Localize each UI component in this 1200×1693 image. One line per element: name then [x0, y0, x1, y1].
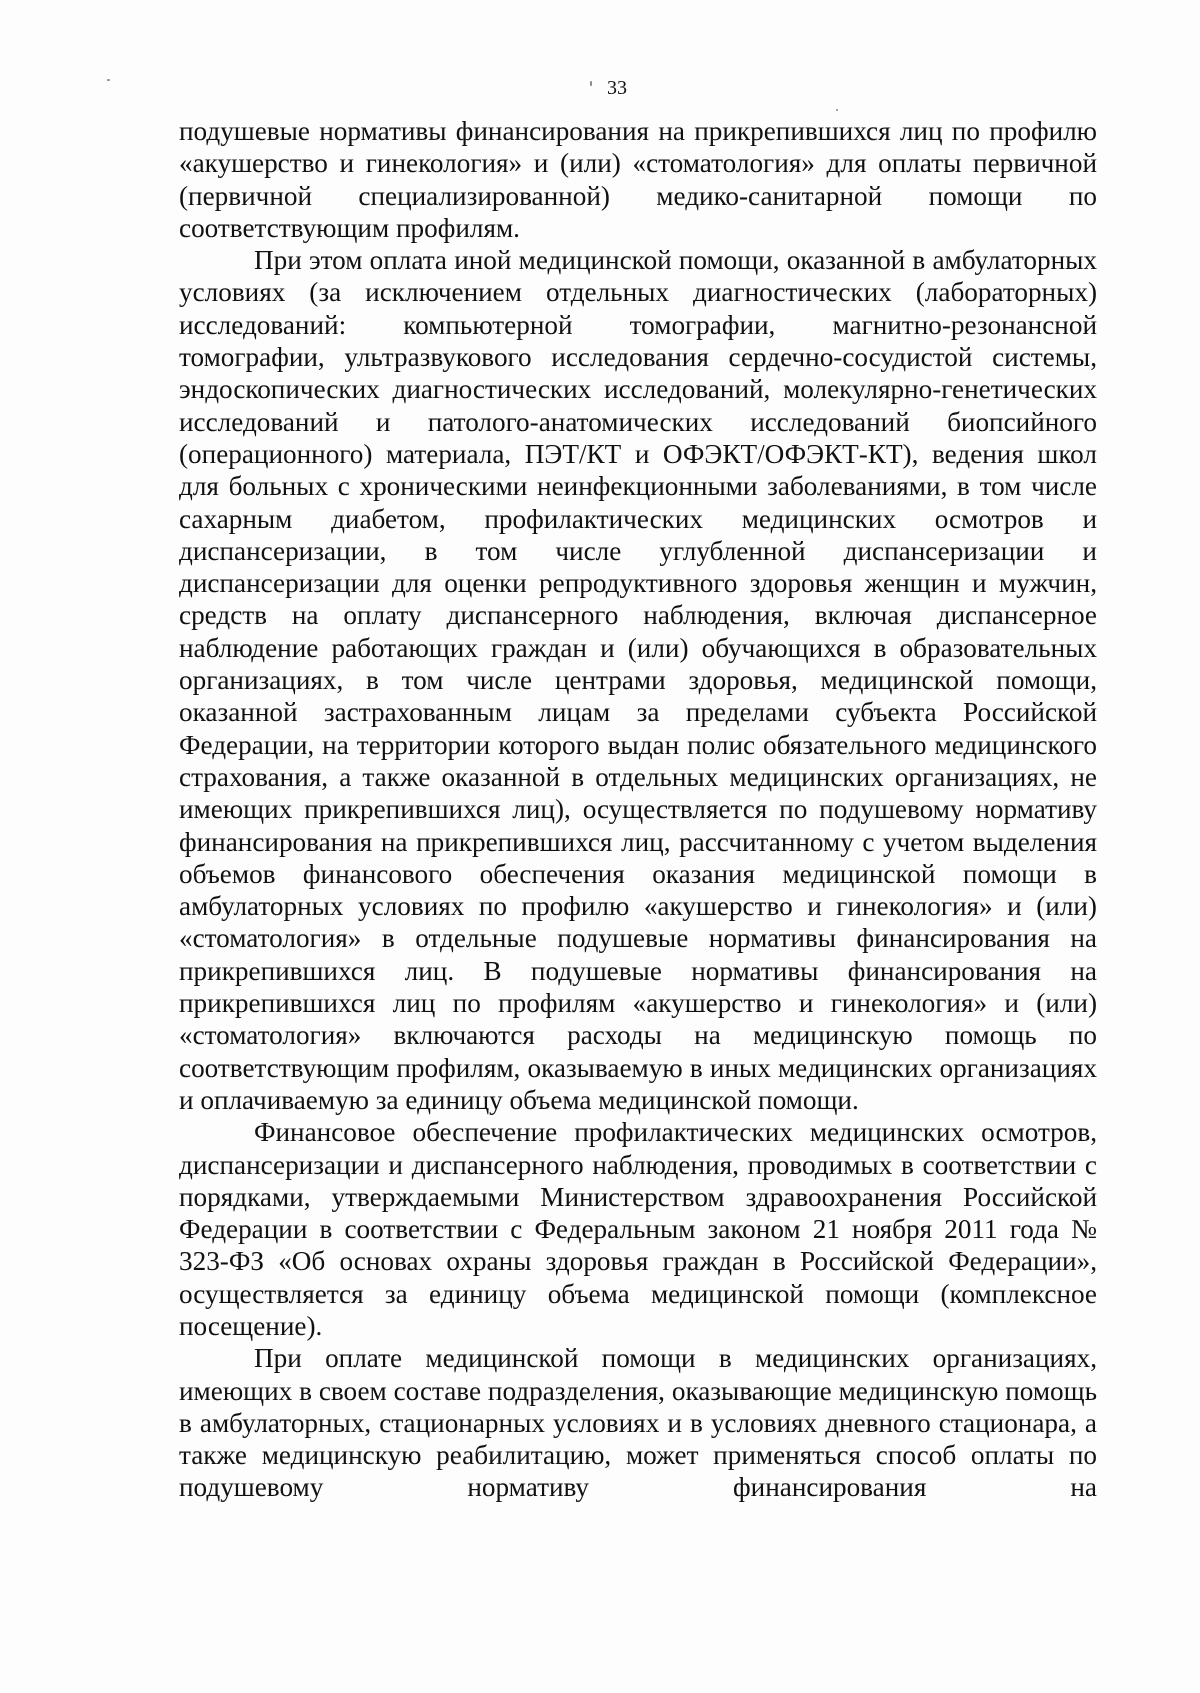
paragraph-continuation: подушевые нормативы финансирования на прикрепившихся лиц по профилю «акушерство и гинекология» и (или) «стоматология» для оплаты первичной (первичной специализированной) медико-санитарной помощи по соответствующим профилям. [179, 116, 1097, 243]
document-body [179, 115, 1097, 1504]
paragraph-outpatient-payment: При этом оплата иной медицинской помощи, оказанной в амбулаторных условиях (за исключением отдельных диагностических (лабораторных) исследований: компьютерной томографии, магнитно-резонансной томографии, ультразвукового исследования сердечно-сосудистой системы, эндоскопических диагностических исследований, молекулярно-генетических исследований и патолого-анатомических исследований биопсийного (операционного) материала, ПЭТ/КТ и ОФЭКТ/ОФЭКТ-КТ), ведения школ для больных с хроническими неинфекционными заболеваниями, в том числе сахарным диабетом, профилактических медицинских осмотров и диспансеризации, в том числе углубленной диспансеризации и диспансеризации для оценки репродуктивного здоровья женщин и мужчин, средств на оплату диспансерного наблюдения, включая диспансерное наблюдение работающих граждан и (или) обучающихся в образовательных организациях, в том числе центрами здоровья, медицинской помощи, оказанной застрахованным лицам за пределами субъекта Российской Федерации, на территории которого выдан полис обязательного медицинского страхования, а также оказанной в отдельных медицинских организациях, не имеющих прикрепившихся лиц), осуществляется по подушевому нормативу финансирования на прикрепившихся лиц, рассчитанному с учетом выделения объемов финансового обеспечения оказания медицинской помощи в амбулаторных условиях по профилю «акушерство и гинекология» и (или) «стоматология» в отдельные подушевые нормативы финансирования на прикрепившихся лиц. В подушевые нормативы финансирования на прикрепившихся лиц по профилям «акушерство и гинекология» и (или) «стоматология» включаются расходы на медицинскую помощь по соответствующим профилям, оказываемую в иных медицинских организациях и оплачиваемую за единицу объема медицинской помощи. [179, 245, 1097, 1115]
scan-speck [836, 109, 838, 111]
page-number: 33 [607, 77, 627, 99]
paragraph-per-capita-payment: При оплате медицинской помощи в медицинских организациях, имеющих в своем составе подразделения, оказывающие медицинскую помощь в амбулаторных, стационарных условиях и в условиях дневного стационара, а также медицинскую реабилитацию, может применяться способ оплаты по подушевому нормативу финансирования на [179, 1343, 1097, 1503]
paragraph-preventive-financing: Финансовое обеспечение профилактических медицинских осмотров, диспансеризации и диспансерного наблюдения, проводимых в соответствии с порядками, утверждаемыми Министерством здравоохранения Российской Федерации в соответствии с Федеральным законом 21 ноября 2011 года № 323-ФЗ «Об основах охраны здоровья граждан в Российской Федерации», осуществляется за единицу объема медицинской помощи (комплексное посещение). [179, 1117, 1097, 1341]
